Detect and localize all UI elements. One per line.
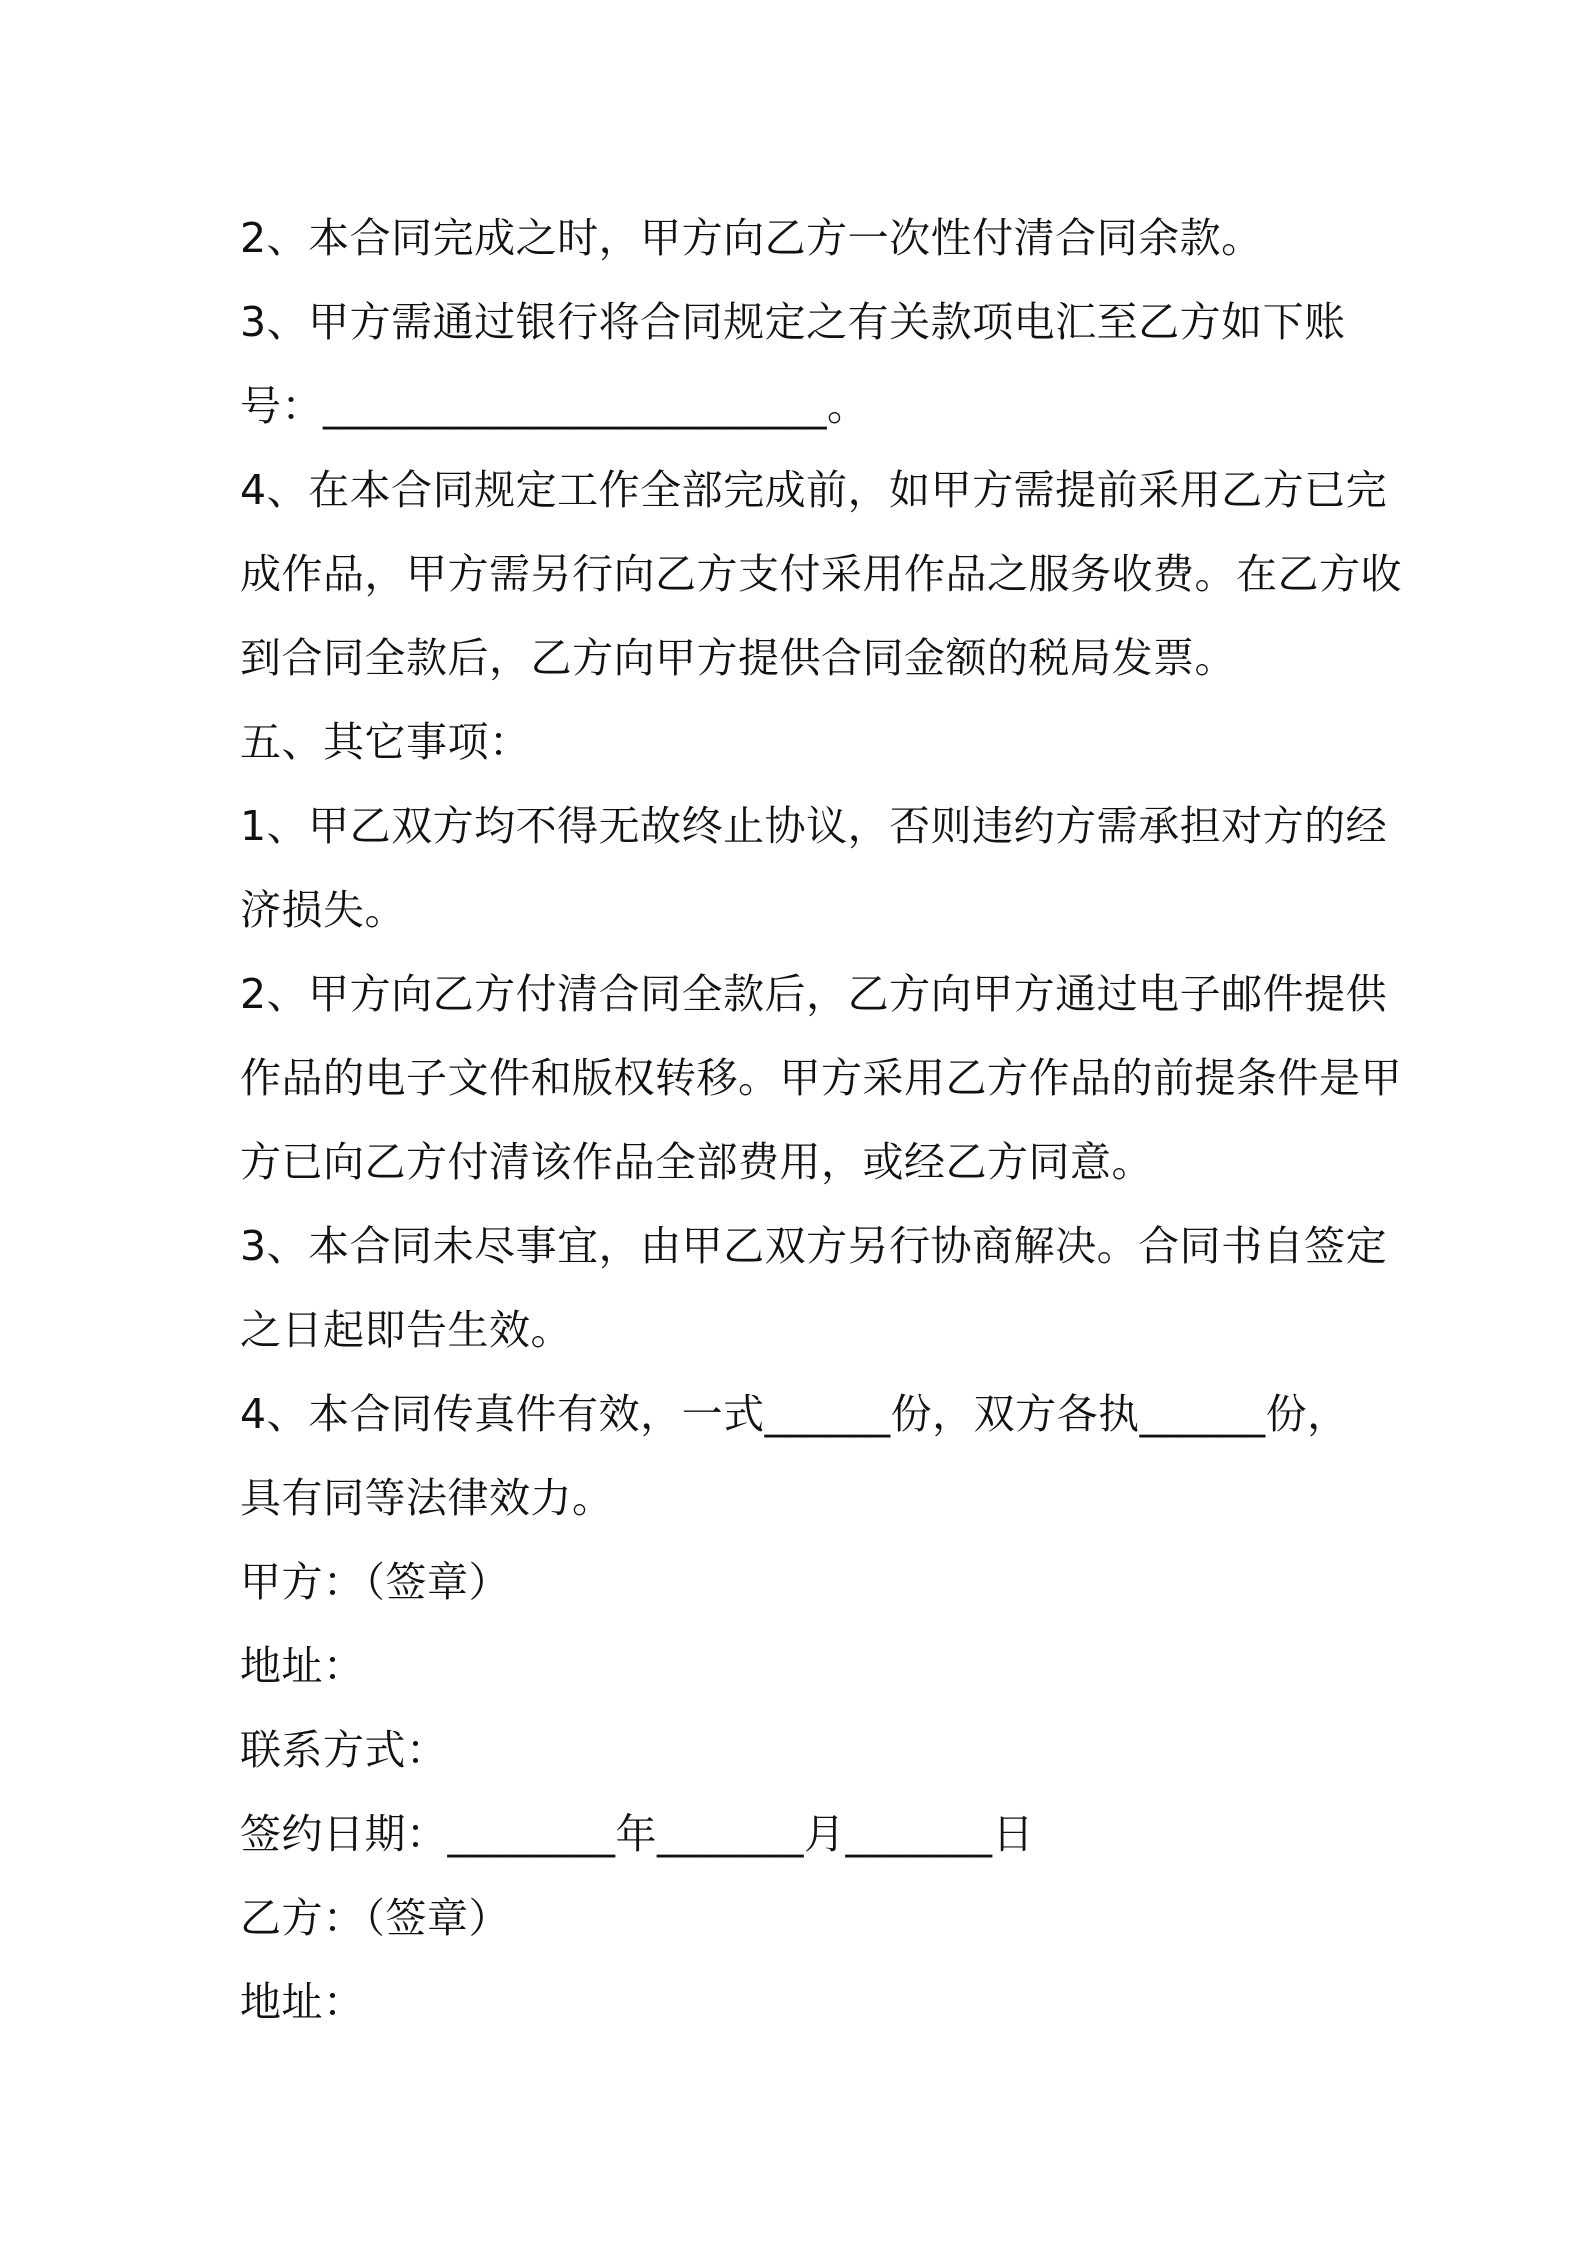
clause-4-early-use-cont: 成作品，甲方需另行向乙方支付采用作品之服务收费。在乙方收 bbox=[240, 550, 1402, 598]
other-clause-3-matters: 3、本合同未尽事宜，由甲乙双方另行协商解决。合同书自签定 bbox=[240, 1222, 1388, 1270]
clause-3-bank-transfer: 3、甲方需通过银行将合同规定之有关款项电汇至乙方如下账 bbox=[240, 298, 1346, 346]
clause-4-invoice: 到合同全款后，乙方向甲方提供合同金额的税局发票。 bbox=[240, 634, 1236, 682]
other-clause-4-copies: 4、本合同传真件有效，一式______份，双方各执______份， bbox=[240, 1390, 1349, 1438]
other-clause-4-cont: 具有同等法律效力。 bbox=[240, 1474, 614, 1522]
party-a-address: 地址： bbox=[240, 1642, 365, 1690]
other-clause-1-cont: 济损失。 bbox=[240, 886, 406, 934]
section-5-heading: 五、其它事项： bbox=[240, 718, 531, 766]
clause-4-early-use: 4、在本合同规定工作全部完成前，如甲方需提前采用乙方已完 bbox=[240, 466, 1388, 514]
other-clause-2-end: 方已向乙方付清该作品全部费用，或经乙方同意。 bbox=[240, 1138, 1153, 1186]
contract-body bbox=[240, 196, 1402, 2044]
clause-2-final-payment: 2、本合同完成之时，甲方向乙方一次性付清合同余款。 bbox=[240, 214, 1263, 262]
other-clause-2-cont: 作品的电子文件和版权转移。甲方采用乙方作品的前提条件是甲 bbox=[240, 1054, 1402, 1102]
party-a-contact: 联系方式： bbox=[240, 1726, 448, 1774]
other-clause-1-termination: 1、甲乙双方均不得无故终止协议，否则违约方需承担对方的经 bbox=[240, 802, 1388, 850]
party-b-signature: 乙方：（签章） bbox=[240, 1894, 510, 1942]
other-clause-3-cont: 之日起即告生效。 bbox=[240, 1306, 572, 1354]
party-a-signature: 甲方：（签章） bbox=[240, 1558, 510, 1606]
other-clause-2-delivery: 2、甲方向乙方付清合同全款后，乙方向甲方通过电子邮件提供 bbox=[240, 970, 1388, 1018]
account-number-blank: 号：________________________。 bbox=[240, 382, 869, 430]
signing-date: 签约日期：________年_______月_______日 bbox=[240, 1810, 1034, 1858]
party-b-address: 地址： bbox=[240, 1978, 365, 2026]
